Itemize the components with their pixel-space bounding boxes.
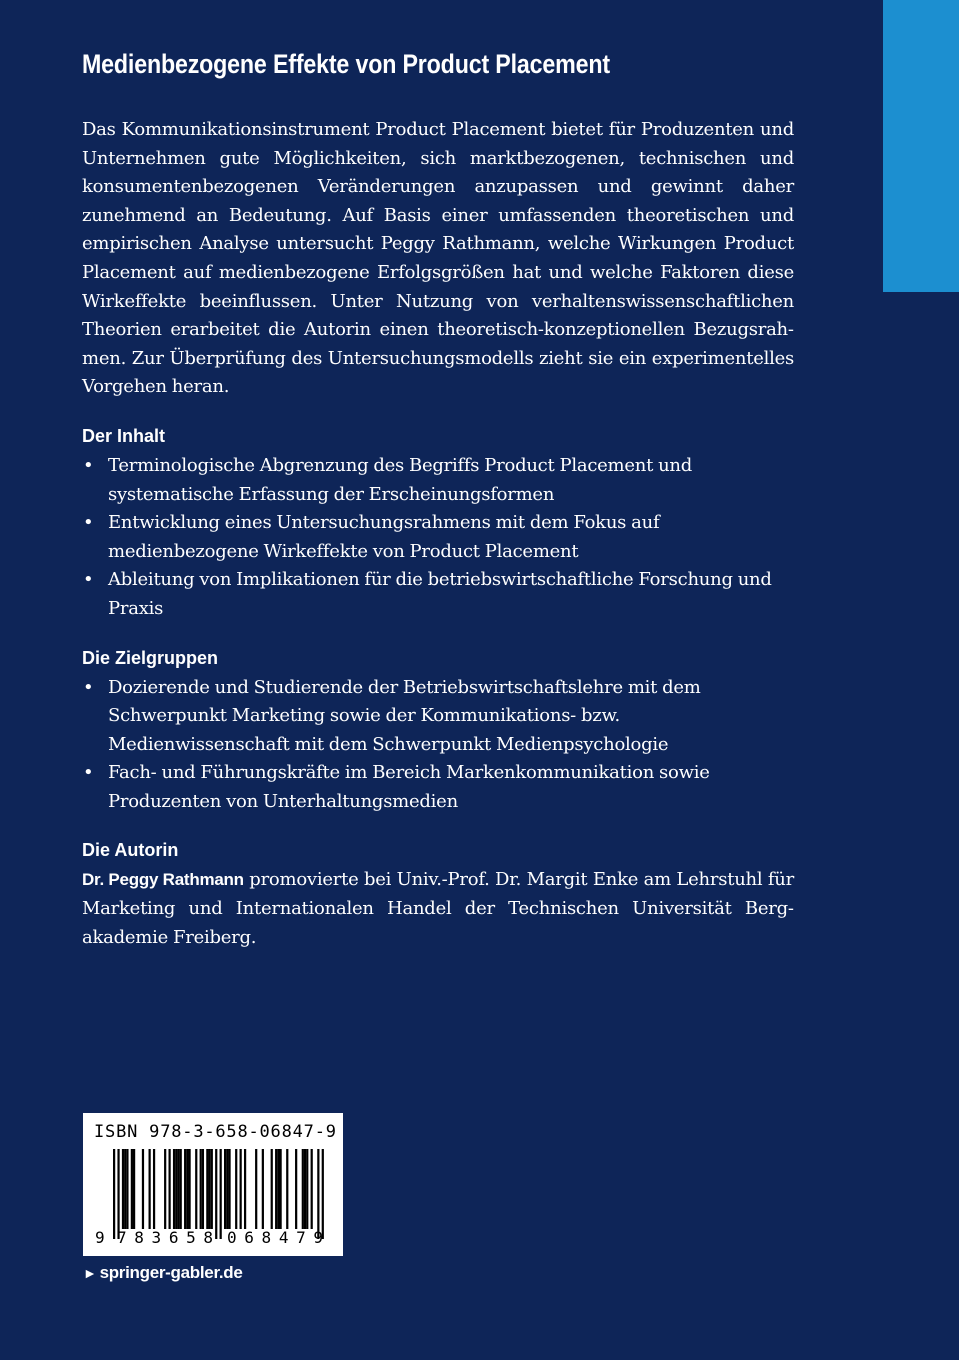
barcode-bar bbox=[124, 1149, 126, 1229]
barcode-bar bbox=[255, 1149, 257, 1229]
barcode-bar bbox=[184, 1149, 186, 1229]
barcode-bar bbox=[235, 1149, 237, 1229]
barcode-bar bbox=[317, 1149, 319, 1239]
barcode-bar bbox=[240, 1149, 242, 1229]
barcode-bar bbox=[226, 1149, 228, 1229]
bullet-icon: • bbox=[83, 762, 94, 784]
barcode-bar bbox=[206, 1149, 208, 1229]
list-item-text: Fach- und Führungskräfte im Bereich Markenkommunikation sowie Produzenten von Unterhaltungsmedien bbox=[108, 762, 710, 812]
barcode-bar bbox=[169, 1149, 171, 1229]
barcode-bar bbox=[113, 1149, 115, 1239]
barcode-bar bbox=[186, 1149, 188, 1229]
barcode-bar bbox=[175, 1149, 177, 1229]
barcode-bar bbox=[177, 1149, 179, 1229]
barcode-bar bbox=[275, 1149, 277, 1229]
barcode-bar bbox=[149, 1149, 151, 1229]
bullet-icon: • bbox=[83, 569, 94, 591]
barcode-bar bbox=[211, 1149, 213, 1229]
barcode-bar bbox=[220, 1149, 222, 1239]
list-item bbox=[82, 509, 794, 566]
barcode-bar bbox=[228, 1149, 230, 1229]
barcode-bar bbox=[133, 1149, 135, 1229]
barcode bbox=[83, 1113, 343, 1256]
ean-first-digit: 9 bbox=[95, 1228, 105, 1247]
barcode-bar bbox=[126, 1149, 128, 1229]
barcode-bar bbox=[262, 1149, 264, 1229]
bullet-icon: • bbox=[83, 512, 94, 534]
barcode-bar bbox=[208, 1149, 210, 1229]
barcode-bar bbox=[180, 1149, 182, 1229]
barcode-box bbox=[83, 1113, 343, 1256]
author-bio: promovierte bei Univ.-Prof. Dr. Margit Enke am Lehrstuhl für Marketing und Internationalen Handel der Technischen Universität Bergakademie Freiberg. bbox=[82, 869, 794, 948]
book-title: Medienbezogene Effekte von Product Placement bbox=[82, 49, 610, 79]
bullet-icon: • bbox=[83, 676, 94, 698]
isbn-label: ISBN 978-3-658-06847-9 bbox=[94, 1122, 337, 1142]
barcode-bar bbox=[153, 1149, 155, 1229]
play-arrow-icon: ► bbox=[83, 1265, 97, 1281]
barcode-bar bbox=[195, 1149, 197, 1229]
list-item bbox=[82, 566, 794, 623]
author-paragraph bbox=[82, 866, 794, 952]
list-item-text: Entwicklung eines Untersuchungsrahmens mit dem Fokus auf medienbezogene Wirkeffekte von Product Placement bbox=[108, 512, 660, 562]
barcode-bar bbox=[188, 1149, 190, 1229]
back-cover-content bbox=[82, 42, 794, 952]
barcode-bar bbox=[142, 1149, 144, 1229]
barcode-bar bbox=[306, 1149, 308, 1229]
ean-left-digits: 783658 bbox=[117, 1228, 213, 1247]
author-name: Dr. Peggy Rathmann bbox=[82, 870, 244, 890]
barcode-bar bbox=[302, 1149, 304, 1229]
list-item bbox=[82, 452, 794, 509]
barcode-bar bbox=[286, 1149, 288, 1229]
barcode-bar bbox=[131, 1149, 133, 1229]
barcode-bar bbox=[311, 1149, 313, 1229]
bullet-icon: • bbox=[83, 454, 94, 476]
list-item bbox=[82, 674, 794, 760]
barcode-bar bbox=[244, 1149, 246, 1229]
barcode-bar bbox=[277, 1149, 279, 1229]
accent-tab bbox=[883, 0, 959, 292]
heading-der-inhalt: Der Inhalt bbox=[82, 425, 166, 446]
publisher-link[interactable] bbox=[83, 1262, 242, 1284]
barcode-bar bbox=[202, 1149, 204, 1229]
list-item-text: Terminologische Abgrenzung des Begriffs Product Placement und systematische Erfassung der Erscheinungsformen bbox=[108, 454, 693, 505]
barcode-bar bbox=[200, 1149, 202, 1229]
barcode-bar bbox=[224, 1149, 226, 1229]
ean-right-digits: 068479 bbox=[227, 1228, 323, 1247]
barcode-bar bbox=[280, 1149, 282, 1229]
list-item-text: Dozierende und Studierende der Betriebswirtschaftslehre mit dem Schwerpunkt Marketing sowie der Kommunikations- bzw. Medienwissenschaft mit dem Schwerpunkt Medienpsychologie bbox=[108, 676, 701, 755]
barcode-bar bbox=[173, 1149, 175, 1229]
publisher-url: springer-gabler.de bbox=[99, 1263, 243, 1282]
heading-die-autorin: Die Autorin bbox=[82, 840, 179, 861]
barcode-bar bbox=[295, 1149, 297, 1229]
list-item-text: Ableitung von Implikationen für die betriebswirtschaftliche Forschung und Praxis bbox=[108, 569, 772, 619]
barcode-bar bbox=[117, 1149, 119, 1239]
intro-paragraph: Das Kommunikationsinstrument Product Placement bietet für Produzenten und Unternehmen gute Möglichkeiten, sich marktbezogenen, technischen und konsumentenbezogenen Veränderungen anzupassen und gewinnt daher zunehmend an Bedeutung. Auf Basis einer umfassenden theoretischen und empirischen Analyse untersucht Peggy Rathmann, welche Wirkungen Product Placement auf medienbezogene Erfolgsgrößen hat und welche Faktoren diese Wirkeffekte beeinflussen. Unter Nutzung von verhaltenswissenschaftlichen Theorien erarbeitet die Autorin einen theoretisch-konzeptionellen Bezugsrahmen. Zur Überprüfung des Untersuchungsmodells zieht sie ein experimentelles Vorgehen heran. bbox=[82, 119, 794, 398]
heading-die-zielgruppen: Die Zielgruppen bbox=[82, 647, 219, 668]
barcode-bar bbox=[122, 1149, 124, 1229]
inhalt-list bbox=[82, 452, 794, 624]
barcode-bars bbox=[113, 1149, 324, 1239]
barcode-bar bbox=[164, 1149, 166, 1229]
barcode-bar bbox=[215, 1149, 217, 1239]
barcode-bar bbox=[271, 1149, 273, 1229]
list-item bbox=[82, 759, 794, 816]
barcode-bar bbox=[322, 1149, 324, 1239]
barcode-bar bbox=[304, 1149, 306, 1229]
zielgruppen-list bbox=[82, 674, 794, 817]
